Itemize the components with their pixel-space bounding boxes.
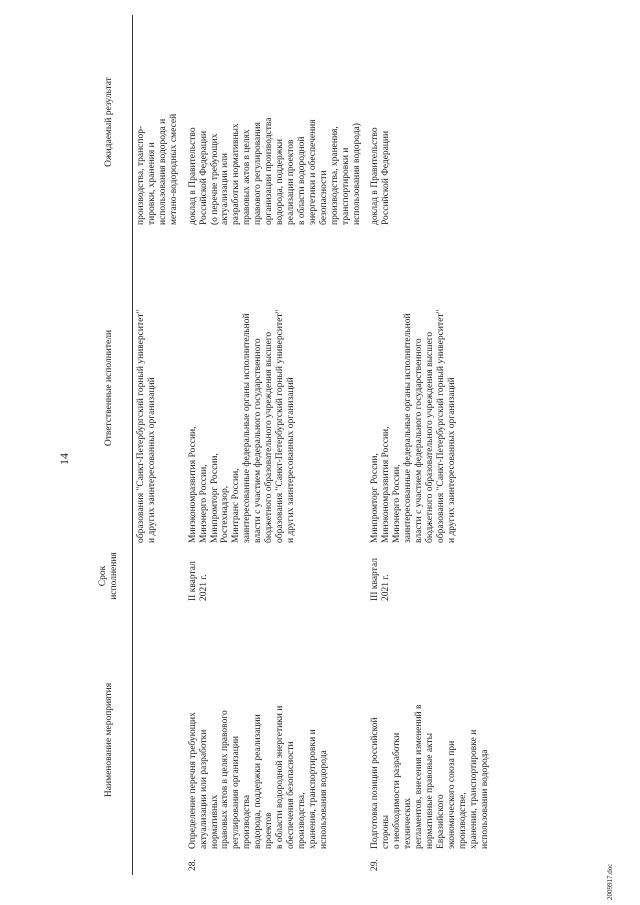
table-row bbox=[367, 15, 495, 875]
cell-name bbox=[185, 605, 368, 875]
cell-executors: Минэкономразвития России, Минэнерго России, Минпромторг России, Ростехнадзор, Минтранс России, заинтересованные федеральные органы исполнительной власти с участием федерального государственного бюджетного образовательного учреждения высшего образования "Санкт-Петербургский горный университет" и других заинтересованных организаций bbox=[187, 309, 296, 543]
cell-result: доклад в Правительство Российской Федерации bbox=[370, 127, 392, 225]
cell-executors: Минпромторг России, Минэкономразвития России, Минэнерго России, заинтересованные федеральные органы исполнительной власти с участием федерального государственного бюджетного образовательного учреждения высшего образования "Санкт-Петербургский горный университет" и других заинтересованных организаций bbox=[370, 309, 457, 543]
table-row bbox=[185, 15, 368, 875]
header-name: Наименование мероприятия bbox=[86, 605, 133, 875]
measures-table bbox=[86, 15, 496, 875]
cell-name bbox=[133, 605, 185, 875]
header-result: Ожидаемый результат bbox=[86, 15, 133, 229]
measure-name: Подготовка позиции российской стороны о необходимости разработки технических регламентов, внесения изменений в нормативные правовые акты Евразийского экономического союза при производстве, хранении, транспортировке и использовании водорода bbox=[370, 704, 490, 849]
page-number: 14 bbox=[57, 453, 71, 465]
cell-executors: образования "Санкт-Петербургский горный университет" и других заинтересованных организаций bbox=[136, 309, 157, 543]
header-executors: Ответственные исполнители bbox=[86, 229, 133, 547]
header-deadline: Срок исполнения bbox=[86, 547, 133, 605]
cell-deadline: III квартал 2021 г. bbox=[370, 558, 392, 601]
table-header-row bbox=[86, 15, 133, 875]
row-number: 28. bbox=[187, 859, 198, 871]
cell-result: производства, транспор- тировки, хранения и использования водорода и метано-водородных смесей bbox=[136, 113, 179, 225]
footer-doc-code: 2009917.doc bbox=[606, 863, 614, 900]
cell-deadline bbox=[133, 547, 185, 605]
cell-result: доклад в Правительство Российской Федерации (о перечне требующих актуализации или разработки нормативных правовых актов в целях правового регулирования организации производства водорода, поддержки реализации проектов в области водородной энергетики и обеспечения безопасности производства, хранения, транспортировки и использования водорода) bbox=[187, 117, 362, 225]
cell-deadline: II квартал 2021 г. bbox=[187, 561, 209, 601]
measure-name: Определение перечня требующих актуализации или разработки нормативных правовых актов в целях правового регулирования организации производства водорода, поддержки реализации проектов в области водородной энергетики и обеспечения безопасности производства, хранения, транспортировки и использования водорода bbox=[187, 705, 329, 849]
cell-name bbox=[367, 605, 495, 875]
table-row bbox=[133, 15, 185, 875]
row-number: 29. bbox=[370, 859, 381, 871]
